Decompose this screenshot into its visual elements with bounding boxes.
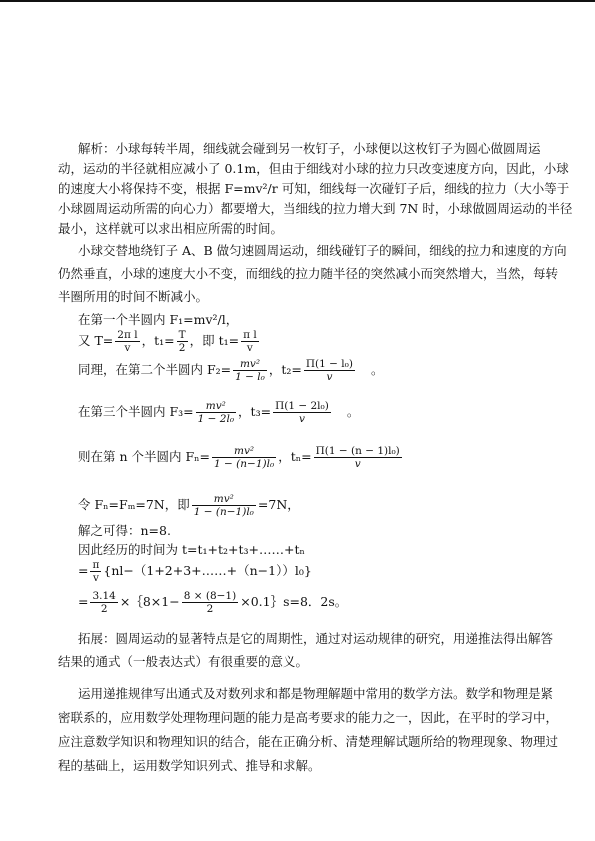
denominator: v [124, 342, 131, 354]
denominator: v [354, 458, 361, 470]
text-line: 程的基础上，运用数学知识列式、推导和求解。 [58, 758, 321, 773]
fraction [233, 358, 267, 383]
text-line: 小球交替地绕钉子 A、B 做匀速圆周运动，细线碰钉子的瞬间，细线的拉力和速度的方向 [78, 243, 567, 258]
text-line: 动，运动的半径就相应减小了 0.1m，但由于细线对小球的拉力只改变速度方向，因此，小球 [58, 161, 569, 176]
top-rule [0, 0, 595, 2]
eq-text: 。 [346, 404, 360, 419]
equation-line [58, 326, 568, 356]
text-line: 结果的通式（一般表达式）有很重要的意义。 [58, 654, 309, 669]
fraction [192, 493, 256, 518]
equation-line: 因此经历的时间为 t=t₁+t₂+t₃+……+tₙ [78, 542, 305, 557]
denominator: 1 − 2l₀ [197, 413, 235, 425]
numerator: π l [243, 329, 257, 341]
fraction [314, 445, 402, 470]
numerator: T [178, 329, 186, 341]
denominator: v [92, 572, 99, 584]
fraction [90, 590, 117, 615]
equation-line [58, 556, 568, 586]
text-line: 应注意数学知识和物理知识的结合，能在正确分析、清楚理解试题所给的物理现象、物理过 [58, 734, 559, 749]
denominator: 1 − (n−1)l₀ [214, 458, 275, 470]
numerator: mv² [233, 358, 267, 371]
equation-line [58, 355, 568, 385]
text-line: 仍然垂直，小球的速度大小不变，而细线的拉力随半径的突然减小而突然增大，当然，每转 [58, 266, 559, 281]
eq-text: ，t₁= [141, 333, 175, 348]
text-line: 密联系的，应用数学处理物理问题的能力是高考要求的能力之一，因此，在平时的学习中， [58, 710, 559, 725]
denominator: v [298, 413, 305, 425]
eq-text: ，t₃= [238, 404, 272, 419]
numerator: 3.14 [92, 590, 116, 602]
eq-text: 。 [370, 362, 384, 377]
fraction [196, 400, 236, 425]
numerator: 8 × (8−1) [183, 590, 237, 602]
eq-text: = [78, 594, 89, 609]
eq-text: ，t₂= [268, 362, 302, 377]
eq-text: 则在第 n 个半圆内 Fₙ= [78, 449, 211, 464]
text-line: 小球圆周运动所需的向心力）都要增大，当细线的拉力增大到 7N 时，小球做圆周运动的半径 [58, 201, 573, 216]
numerator: Π(1 − l₀) [305, 358, 353, 370]
eq-text: ×｛8×1− [119, 594, 180, 609]
eq-text: 又 T= [78, 333, 114, 348]
numerator: 2π l [117, 329, 138, 341]
numerator: π [92, 559, 100, 571]
fraction [177, 329, 188, 354]
eq-text: =7N， [257, 497, 300, 512]
fraction [115, 329, 139, 354]
equation-line [58, 442, 568, 472]
fraction [212, 445, 276, 470]
fraction [273, 400, 331, 425]
text-line: 运用递推规律写出通式及对数列求和都是物理解题中常用的数学方法。数学和物理是紧 [78, 686, 554, 701]
denominator: 1 − (n−1)l₀ [193, 506, 254, 518]
eq-text: 同理，在第二个半圆内 F₂= [78, 362, 232, 377]
denominator: 2 [100, 603, 108, 615]
numerator: Π(1 − 2l₀) [275, 400, 329, 412]
numerator: mv² [196, 400, 236, 413]
fraction [182, 590, 239, 615]
denominator: 1 − l₀ [235, 371, 265, 383]
eq-text: ×0.1｝s=8．2s。 [240, 594, 348, 609]
fraction [90, 559, 101, 584]
fraction [241, 329, 259, 354]
numerator: mv² [192, 493, 256, 506]
equation-line [58, 587, 568, 617]
equation-line [58, 490, 568, 520]
equation-line: 在第一个半圆内 F₁=mv²/l， [78, 312, 239, 327]
text-line: 拓展：圆周运动的显著特点是它的周期性，通过对运动规律的研究，用递推法得出解答 [78, 631, 554, 646]
text-line: 半圈所用的时间不断减小。 [58, 289, 209, 304]
eq-text: ，tₙ= [278, 449, 312, 464]
equation-line: 解之可得：n=8. [78, 523, 171, 538]
eq-text: {nl−（1+2+3+……+（n−1））l₀} [103, 563, 312, 578]
eq-text: = [78, 563, 89, 578]
equation-line [58, 397, 568, 427]
denominator: 2 [206, 603, 214, 615]
numerator: mv² [212, 445, 276, 458]
text-line: 解析：小球每转半周，细线就会碰到另一枚钉子，小球便以这枚钉子为圆心做圆周运 [78, 141, 541, 156]
text-line: 的速度大小将保持不变，根据 F=mv²/r 可知，细线每一次碰钉子后，细线的拉力（大小等于 [58, 181, 570, 196]
eq-text: 令 Fₙ=Fₘ=7N，即 [78, 497, 190, 512]
text-line: 最小，这样就可以求出相应所需的时间。 [58, 221, 284, 236]
eq-text: 在第三个半圆内 F₃= [78, 404, 194, 419]
fraction [304, 358, 355, 383]
denominator: v [246, 342, 253, 354]
denominator: v [326, 371, 333, 383]
denominator: 2 [178, 342, 186, 354]
numerator: Π(1 − (n − 1)l₀) [315, 445, 400, 457]
eq-text: ，即 t₁= [189, 333, 240, 348]
